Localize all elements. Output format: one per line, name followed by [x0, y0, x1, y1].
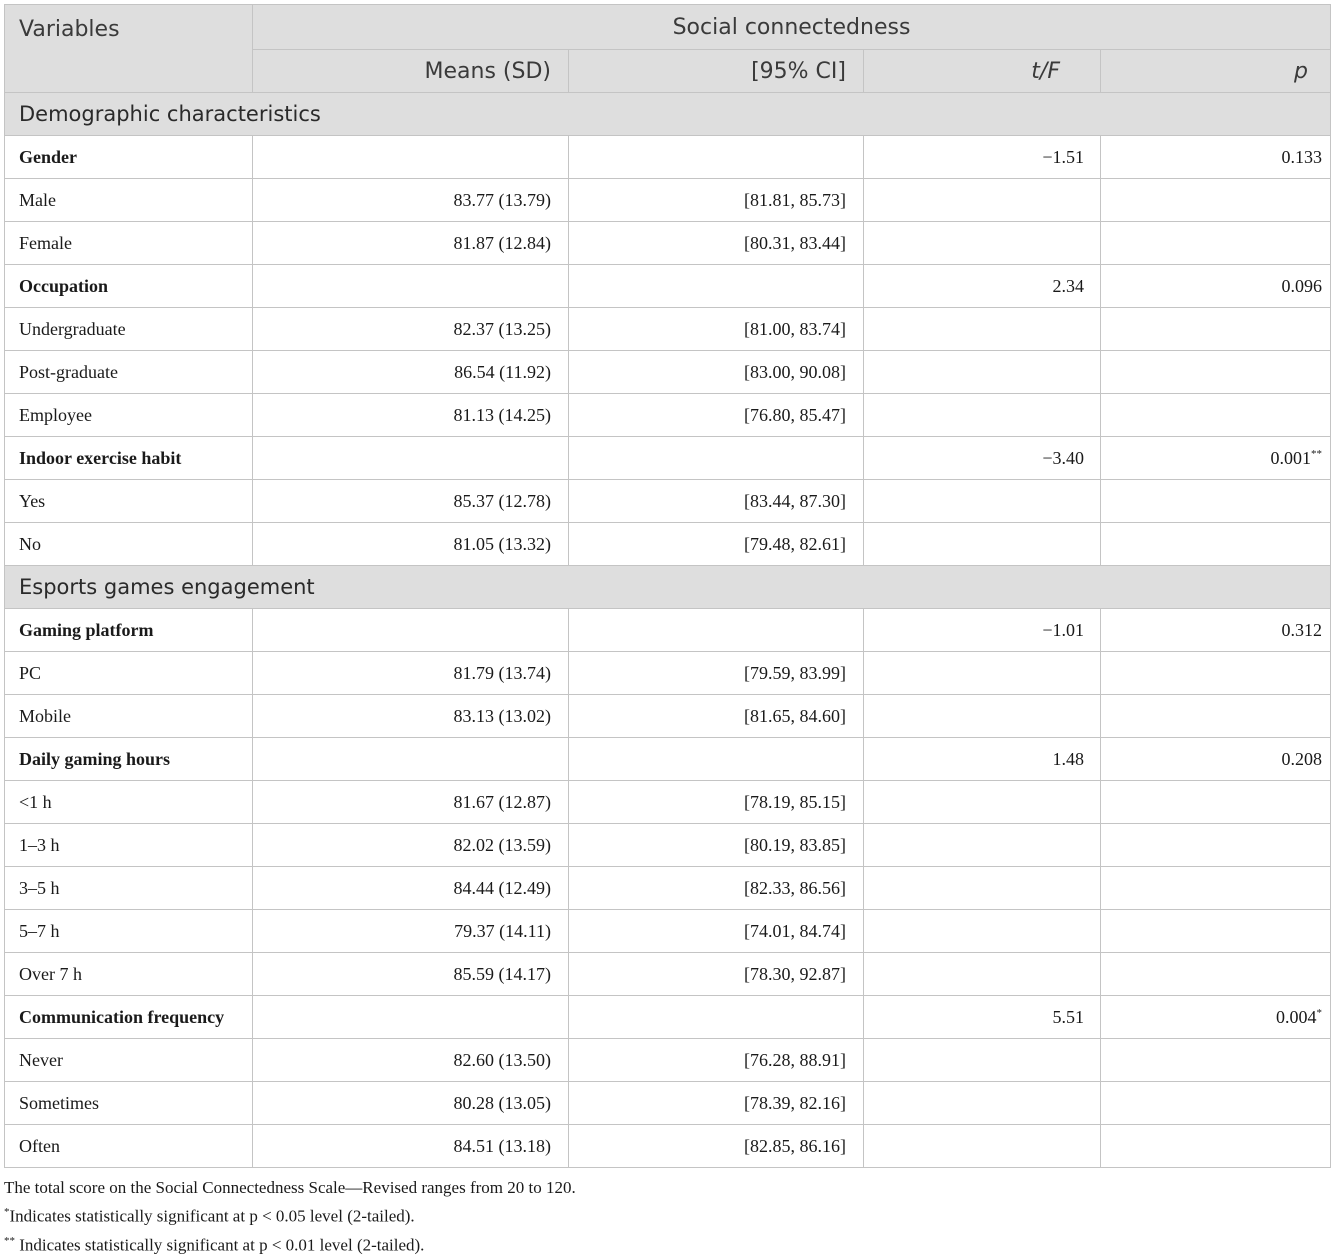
table-row [5, 867, 1331, 910]
row-tf-empty [864, 695, 1101, 738]
group-mean-empty [253, 265, 569, 308]
group-ci-empty [569, 136, 864, 179]
row-mean: 83.77 (13.79) [253, 179, 569, 222]
note-p05 [4, 1200, 1324, 1229]
table-row [5, 652, 1331, 695]
note-range: The total score on the Social Connectedness Scale—Revised ranges from 20 to 120. [4, 1178, 576, 1197]
row-mean: 82.02 (13.59) [253, 824, 569, 867]
group-name: Occupation [5, 265, 253, 308]
table-row [5, 1125, 1331, 1168]
group-mean-empty [253, 738, 569, 781]
significance-marker: ** [1311, 447, 1323, 460]
row-p-empty [1101, 179, 1331, 222]
group-p-value: 0.096 [1281, 275, 1323, 296]
table-row [5, 351, 1331, 394]
row-mean: 82.60 (13.50) [253, 1039, 569, 1082]
group-p [1101, 437, 1331, 480]
row-ci: [80.19, 83.85] [569, 824, 864, 867]
row-tf-empty [864, 953, 1101, 996]
group-mean-empty [253, 996, 569, 1039]
row-ci: [82.85, 86.16] [569, 1125, 864, 1168]
header-p: p [1101, 50, 1331, 93]
table-row [5, 394, 1331, 437]
row-tf-empty [864, 480, 1101, 523]
group-mean-empty [253, 437, 569, 480]
row-label: Over 7 h [5, 953, 253, 996]
group-tf: 5.51 [864, 996, 1101, 1039]
row-p-empty [1101, 1039, 1331, 1082]
table-container [4, 4, 1330, 1168]
row-label: Undergraduate [5, 308, 253, 351]
header-ci: [95% CI] [569, 50, 864, 93]
row-mean: 82.37 (13.25) [253, 308, 569, 351]
row-tf-empty [864, 781, 1101, 824]
row-tf-empty [864, 1039, 1101, 1082]
group-tf: −1.01 [864, 609, 1101, 652]
row-tf-empty [864, 652, 1101, 695]
group-p-value: 0.312 [1281, 619, 1323, 640]
group-ci-empty [569, 738, 864, 781]
note-p01-marker: ** [4, 1234, 15, 1247]
row-tf-empty [864, 351, 1101, 394]
group-row [5, 265, 1331, 308]
table-row [5, 179, 1331, 222]
row-ci: [83.44, 87.30] [569, 480, 864, 523]
section-row [5, 566, 1331, 609]
row-mean: 86.54 (11.92) [253, 351, 569, 394]
row-tf-empty [864, 179, 1101, 222]
row-tf-empty [864, 394, 1101, 437]
row-label: Never [5, 1039, 253, 1082]
note-p05-marker: * [4, 1206, 10, 1218]
group-p [1101, 265, 1331, 308]
group-row [5, 136, 1331, 179]
note-p01-text: Indicates statistically significant at p < 0.01 level (2-tailed). [19, 1235, 425, 1255]
group-p-value: 0.001 [1270, 447, 1312, 468]
group-ci-empty [569, 609, 864, 652]
row-ci: [76.28, 88.91] [569, 1039, 864, 1082]
group-name: Daily gaming hours [5, 738, 253, 781]
row-p-empty [1101, 652, 1331, 695]
group-row [5, 609, 1331, 652]
row-ci: [74.01, 84.74] [569, 910, 864, 953]
row-ci: [83.00, 90.08] [569, 351, 864, 394]
row-ci: [79.59, 83.99] [569, 652, 864, 695]
section-row [5, 93, 1331, 136]
group-tf: −3.40 [864, 437, 1101, 480]
row-tf-empty [864, 910, 1101, 953]
row-ci: [78.19, 85.15] [569, 781, 864, 824]
row-ci: [78.30, 92.87] [569, 953, 864, 996]
row-label: <1 h [5, 781, 253, 824]
row-label: Female [5, 222, 253, 265]
header-social-connectedness: Social connectedness [253, 5, 1331, 50]
group-p-value: 0.133 [1281, 146, 1323, 167]
header-row-1 [5, 5, 1331, 50]
row-mean: 79.37 (14.11) [253, 910, 569, 953]
section-title: Esports games engagement [5, 566, 1331, 609]
row-ci: [80.31, 83.44] [569, 222, 864, 265]
row-label: Yes [5, 480, 253, 523]
row-p-empty [1101, 523, 1331, 566]
group-name: Indoor exercise habit [5, 437, 253, 480]
row-label: Employee [5, 394, 253, 437]
row-mean: 81.87 (12.84) [253, 222, 569, 265]
group-p [1101, 609, 1331, 652]
table-row [5, 308, 1331, 351]
row-tf-empty [864, 308, 1101, 351]
table-row [5, 222, 1331, 265]
table-row [5, 1039, 1331, 1082]
row-ci: [78.39, 82.16] [569, 1082, 864, 1125]
header-variables: Variables [5, 5, 253, 93]
group-p-value: 0.208 [1281, 748, 1323, 769]
row-mean: 80.28 (13.05) [253, 1082, 569, 1125]
row-label: 5–7 h [5, 910, 253, 953]
group-p [1101, 136, 1331, 179]
row-p-empty [1101, 222, 1331, 265]
row-p-empty [1101, 1082, 1331, 1125]
significance-marker: * [1316, 1006, 1323, 1019]
row-p-empty [1101, 351, 1331, 394]
row-tf-empty [864, 222, 1101, 265]
row-p-empty [1101, 480, 1331, 523]
table-row [5, 910, 1331, 953]
group-p [1101, 738, 1331, 781]
row-mean: 81.05 (13.32) [253, 523, 569, 566]
group-ci-empty [569, 437, 864, 480]
row-p-empty [1101, 824, 1331, 867]
header-tf: t/F [864, 50, 1101, 93]
table-row [5, 781, 1331, 824]
group-row [5, 996, 1331, 1039]
table-row [5, 480, 1331, 523]
group-name: Gender [5, 136, 253, 179]
row-label: PC [5, 652, 253, 695]
table-row [5, 824, 1331, 867]
row-ci: [79.48, 82.61] [569, 523, 864, 566]
row-p-empty [1101, 781, 1331, 824]
table-row [5, 523, 1331, 566]
group-p-value: 0.004 [1276, 1006, 1317, 1027]
row-mean: 84.51 (13.18) [253, 1125, 569, 1168]
row-label: No [5, 523, 253, 566]
row-mean: 81.13 (14.25) [253, 394, 569, 437]
row-ci: [82.33, 86.56] [569, 867, 864, 910]
note-p01 [4, 1229, 1324, 1257]
group-tf: −1.51 [864, 136, 1101, 179]
row-p-empty [1101, 953, 1331, 996]
group-mean-empty [253, 609, 569, 652]
table-row [5, 695, 1331, 738]
row-tf-empty [864, 1125, 1101, 1168]
results-table [4, 4, 1331, 1168]
note-p05-text: Indicates statistically significant at p < 0.05 level (2-tailed). [9, 1206, 415, 1226]
row-mean: 84.44 (12.49) [253, 867, 569, 910]
group-name: Gaming platform [5, 609, 253, 652]
row-p-empty [1101, 695, 1331, 738]
row-p-empty [1101, 910, 1331, 953]
row-mean: 83.13 (13.02) [253, 695, 569, 738]
row-mean: 81.79 (13.74) [253, 652, 569, 695]
row-label: Mobile [5, 695, 253, 738]
row-tf-empty [864, 523, 1101, 566]
row-tf-empty [864, 824, 1101, 867]
row-p-empty [1101, 308, 1331, 351]
group-row [5, 437, 1331, 480]
group-mean-empty [253, 136, 569, 179]
table-row [5, 953, 1331, 996]
group-row [5, 738, 1331, 781]
row-label: Post-graduate [5, 351, 253, 394]
row-ci: [81.65, 84.60] [569, 695, 864, 738]
group-p [1101, 996, 1331, 1039]
row-p-empty [1101, 1125, 1331, 1168]
group-tf: 1.48 [864, 738, 1101, 781]
row-p-empty [1101, 867, 1331, 910]
row-p-empty [1101, 394, 1331, 437]
row-mean: 85.59 (14.17) [253, 953, 569, 996]
row-ci: [76.80, 85.47] [569, 394, 864, 437]
group-ci-empty [569, 996, 864, 1039]
row-ci: [81.81, 85.73] [569, 179, 864, 222]
row-tf-empty [864, 867, 1101, 910]
section-title: Demographic characteristics [5, 93, 1331, 136]
row-label: 3–5 h [5, 867, 253, 910]
table-notes [4, 1176, 1324, 1257]
row-label: 1–3 h [5, 824, 253, 867]
table-row [5, 1082, 1331, 1125]
row-mean: 85.37 (12.78) [253, 480, 569, 523]
group-name: Communication frequency [5, 996, 253, 1039]
row-label: Often [5, 1125, 253, 1168]
group-tf: 2.34 [864, 265, 1101, 308]
row-mean: 81.67 (12.87) [253, 781, 569, 824]
header-means: Means (SD) [253, 50, 569, 93]
group-ci-empty [569, 265, 864, 308]
row-ci: [81.00, 83.74] [569, 308, 864, 351]
table-body [5, 93, 1331, 1168]
row-label: Male [5, 179, 253, 222]
row-tf-empty [864, 1082, 1101, 1125]
row-label: Sometimes [5, 1082, 253, 1125]
